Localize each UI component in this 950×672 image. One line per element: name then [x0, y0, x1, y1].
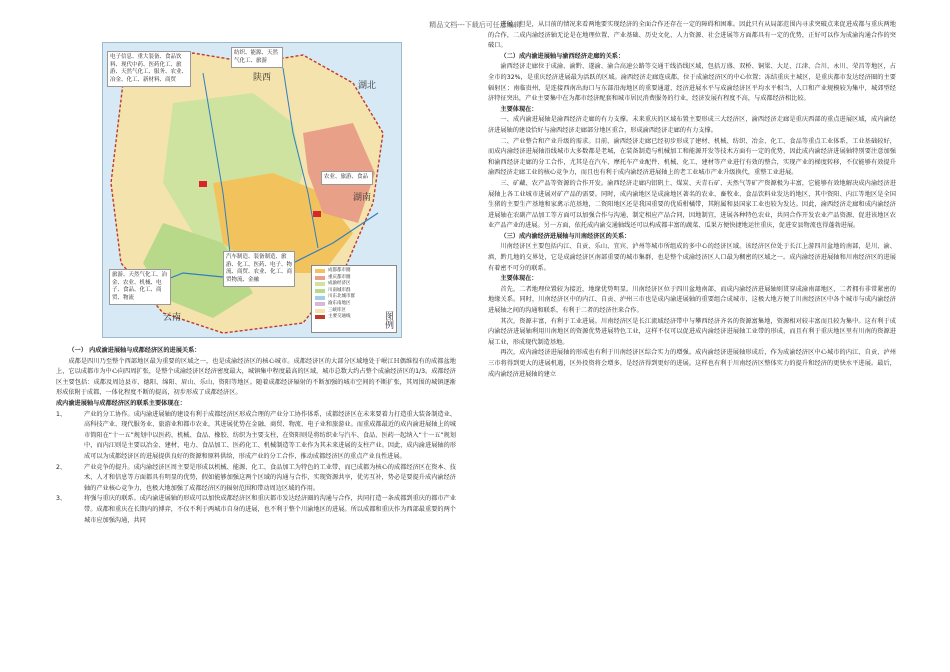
- legend-item-label: 成都都市圈: [328, 268, 351, 273]
- legend-swatch-b: [315, 276, 325, 280]
- paragraph: 二、产业整合和产业升级的需求。目前，渝西经济走廊已经初步形成了建材、机械、纺织、冶金、化工、食品等重点工业体系，工业基础较好，而成内渝经济进展轴沿线城市大多数都是老城，在装备制造与机械加工和能源开发等技术方面有一定的优势，因此成内渝经济进展轴特别要注意加强和渝西经济走廊的分工合作，尤其是在汽车、摩托车产业配件、机械、化工、建材等产业进行有效的整合，实现产业的梯度转移，不仅能够有效提升渝西经济走廊工业的核心竞争力，而且也有利于成内渝经济进展轴上的老工业城市产业升级换代，重整工业进展。: [488, 137, 896, 177]
- label-shaanxi: 陕西: [253, 73, 272, 83]
- paragraph: 再次，成内渝经济进展轴的形成也有利于川南经济区综合实力的增强。成内渝经济进展轴形成后，作为成渝经济区中心城市的内江、自贡、泸州三市将得到更大的进展机遇，区外投资将会增多，是经济得到更好的进展。这样也有利于川南经济区整体实力的提升和经济的更快水平进展。最后，成内渝经济进展轴的建立: [488, 349, 896, 378]
- label-yunnan: 云南: [163, 313, 182, 323]
- list-text: 产业竞争的提升。成内渝经济区周主要是形成以机械、能源、化工、食品加工为特色的工业带，而已成都为核心的成都经济区在资本、技术、人才和信息等方面都具有明显的优势，假如能够加强这两个区域的沟通与合作，实现资源共享，优劣互补，势必是要提升成内渝经济轴的产业核心竞争力，也极大地加强了成都经济区的辐射范围和带动周边区域的作用。: [84, 463, 456, 492]
- legend-swatch-e: [315, 296, 325, 300]
- legend-item-label: 主要交通线: [328, 314, 351, 320]
- list-number: 1、: [56, 410, 67, 418]
- legend-row: [315, 268, 393, 275]
- map-box-chengdu: 电子信息、重大装备、食品饮料、现代中药、医药化工、旅游、天然气化工、服务、农业、冶金、化工、新材料、商贸: [107, 51, 191, 87]
- paragraph: 其次，资源丰富，有利于工业进展。川南经济区是长江流域经济带中与攀西经济齐名的资源富集地，资源相对较丰富而且较为集中。这有利于成内渝经济进展轴利用川南地区的资源优势进展特色工业，这样不仅可以促进成内渝经济进展轴工业带的形成，而且有利于重庆地区里有川南的资源进展工业，形成现代制造基地。: [488, 317, 896, 346]
- paragraph: 渝西经济走廊位于成渝、渝黔、遂渝、渝合高速公路等交通干线沿线区域，包括万盛、双桥、铜梁、大足、江津、合川、永川、荣昌等地区，占全市的32%，是重庆经济进展最为活跃的区域。渝西经济走廊连成都，位于成渝经济区的中心位置；冻结重庆主城区，是重庆都市发达经济圈的主要辐射区；南临贵州，是连接西南出海口与东部沿海地区的重要通道，经济进展水平与成渝经济区平均水平相当，人口和产业规模较为集中，城郊型经济特征突出，产业主要集中在为都市经济配套和城市居民消费服务的行业，经济发展有程度不高，与成都经济相比较。: [488, 63, 896, 103]
- legend-row: [315, 301, 393, 308]
- legend-item-label: 重庆都市圈: [328, 274, 351, 280]
- map-box-southwest: 旅游、天然气化工、冶金、农业、机械、电子、食品、化工、商贸、物流: [109, 269, 171, 305]
- section-heading-1: （一） 内成渝进展轴与成都经济区的进展关系：: [68, 347, 201, 354]
- legend-swatch-h: [315, 315, 325, 319]
- list-item: [56, 410, 456, 463]
- legend-item-label: 渝东南地区: [328, 300, 351, 306]
- list-text: 将强与重庆的联系。成内渝进展轴的形成可以加快成都经济区和重庆都市发达经济圈的沟通与合作，共同打造一条成都到重庆的都市产业带。成都和重庆在长期内的博弈，不仅不利于两城市自身的进展，也不利于整个川渝地区的进展。所以成都和重庆作为西部最重要的两个城市应加强沟通，共同: [84, 495, 456, 524]
- section-heading-3: （三）成内渝经济进展轴与川南经济区的关系：: [500, 232, 631, 240]
- subsection-heading: 主要体现在：: [500, 275, 538, 283]
- list-number: 3、: [56, 495, 67, 503]
- paragraph-continued: 进展。但是，从目前的情况来看两地要实现经济的全面合作还存在一定的障碍和困难。因此只有从局部范围内寻求突破点来促进成都与重庆两地的合作，二成内渝经济轴无论是在地理位置、产业基础、历史文化、人力资源、社会进展等方面都具有一定的优势，正好可以作为成渝沟通合作的突破口。: [488, 21, 896, 50]
- legend-row: [315, 275, 393, 282]
- legend-swatch-f: [315, 302, 325, 306]
- subsection-heading: 成内渝进展轴与成都经济区的联系主要体现在：: [56, 399, 186, 407]
- flag-chengdu: [199, 181, 207, 187]
- economic-zone-map: [102, 42, 402, 338]
- paragraph: 一、成内渝进展轴是渝西经济走廊的有力支撑。未来重庆的区域布置主要形成三大经济区，渝西经济走廊是重庆西部的重点进展区域，成内渝经济进展轴的建设恰好与渝西经济走廊部分地区重合，形成渝西经济走廊的有力支撑。: [488, 116, 896, 134]
- map-box-north: 纺织、能源、天然气化工、旅游: [231, 47, 283, 68]
- list-text: 产业的分工协作。成内渝进展轴的建设有利于成都经济区形成合理的产业分工协作体系，成都经济区在未来要着力打造重大装备制造业、高科技产业、现代服务业、旅游业和都市农业，其进展优势在金融、商贸、物流、电子业和旅游业。而重成都最近的成内渝进展轴上的城市简阳在“十一五”规划中以医药、机械、食品、橡胶、纺织为主要支柱，在资阳则是将纺织业与汽车、食品、医药一起纳入“十一五”规划中，而内江则是主要以冶金、建材、电力、食品加工、医药化工、机械制造等工业作为其未来进展的支柱产业。因此，成内渝进展轴的形成可以为成都经济区的进展提供良好的资源和原料供给，形成产业的分工合作，推动成都经济区的重点产业良性进展。: [84, 410, 456, 460]
- left-column: [56, 42, 456, 526]
- legend-item-label: 川东北城市群: [328, 294, 355, 300]
- map-box-east: 农业、旅游、食品: [321, 171, 373, 185]
- flag-chongqing: [313, 211, 321, 217]
- legend-swatch-g: [315, 309, 325, 313]
- legend-row: [315, 281, 393, 288]
- paragraph: 首先，二者地理位置较为接近，地缘优势明显。川南经济区位于四川盆地南部，而成内渝经济进展轴则贯穿成渝南部地区，二者拥有非常紧密的地缘关系。同时，川南经济区中的内江、自贡、泸州三市也是成内渝进展轴的重要组合成城市，这极大地方便了川南经济区中各个城市与成内渝经济进展轴之间的沟通和联系，有利于二者的经济往来合作。: [488, 285, 896, 315]
- right-column: [488, 20, 896, 380]
- legend-title: 图例: [383, 311, 393, 329]
- header-note: 精品文档---下载后可任意编辑: [429, 21, 521, 29]
- list-item: [56, 463, 456, 495]
- paragraph: 成都是四川乃至整个西部地区最为重要的区域之一，也是成渝经济区的核心城市。成都经济区的大部分区域地处于岷江Ｈ偶维徨有的成都盆地上，它以成都市为中心向四周扩张，是整个成渝经济区经济密度最大，城镇集中程度最高的区域，城市总数大约占整个成渝经济区的1/3。成都经济区主要包括：成都及周边县市、德阳、绵阳、眉山、乐山、资阳等地区。随着成都经济辐射的不断加强的城市空间的不断扩张，其周围的城镇逐渐形成依附于成都，一体化程度不断的提高，初步形成了成都经济区。: [56, 357, 456, 397]
- legend-row: [315, 308, 393, 315]
- label-hunan: 湖南: [353, 193, 372, 203]
- legend-item-label: 三峡库区: [328, 307, 346, 313]
- subsection-heading: 主要体现在：: [500, 105, 538, 113]
- paragraph: 川南经济区主要包括内江、自贡、乐山、宜宾、泸州等城市所组成的多中心的经济区域。该经济区位处于长江上游四川盆地的南部，是川、渝、滇、黔几地的交界处，它是成渝经济区南部重要的城市集群，也是整个成渝经济区人口最为稠密的区域之一。成内渝经济进展轴和川南经济区的进展有着密不可分的联系。: [488, 243, 896, 272]
- legend-item-label: 川南城市群: [328, 287, 351, 293]
- section-heading-2: （二）成内渝进展轴与渝西经济走廊的关系：: [500, 52, 625, 60]
- map-box-south: 汽车制造、装备制造、旅游、化工、医药、电子、物流、商贸、农业、化工、商贸物流、金融: [223, 251, 295, 287]
- label-hubei: 湖北: [358, 81, 377, 91]
- legend-row: [315, 294, 393, 301]
- legend-swatch-d: [315, 289, 325, 293]
- paragraph: 三、矿藏、农产品等资源的合作开发。渝西经济走廊内铝矾土、煤炭、天青石矿、天然气等矿产资源极为丰富，它能够有效地解决成内渝经济进展轴上各工业城市进展对矿产品的需要。同时，成内渝地区是成渝地区著名的农业、畜牧业、食品饮料业发达的地区，其中资阳、内江等地区是全国生猪的主要生产基地和家禽示范基地，二资阳地区还是我国重要的优质柑橘带，其附属和县国家工业也较为发达。因此，渝西经济走廊和成内渝经济进展轴在农副产品加工等方面可以加强合作与沟通，制定相应产品合同，因地制宜，进展各种特色农业，共同合作开发农业产品资源，促进该地区农业产品产业的进展。另一方面，依托成内渝交通轴线还可以构成都丰富的蔬菜、瓜果方便快捷地运往重庆，促进安县物流也得蓬勃进展。: [488, 179, 896, 230]
- legend-item-label: 成渝经济区: [328, 281, 351, 287]
- legend-swatch-a: [315, 269, 325, 273]
- list-item: [56, 494, 456, 526]
- legend-swatch-c: [315, 282, 325, 286]
- list-number: 2、: [56, 463, 67, 471]
- legend-row: [315, 314, 393, 321]
